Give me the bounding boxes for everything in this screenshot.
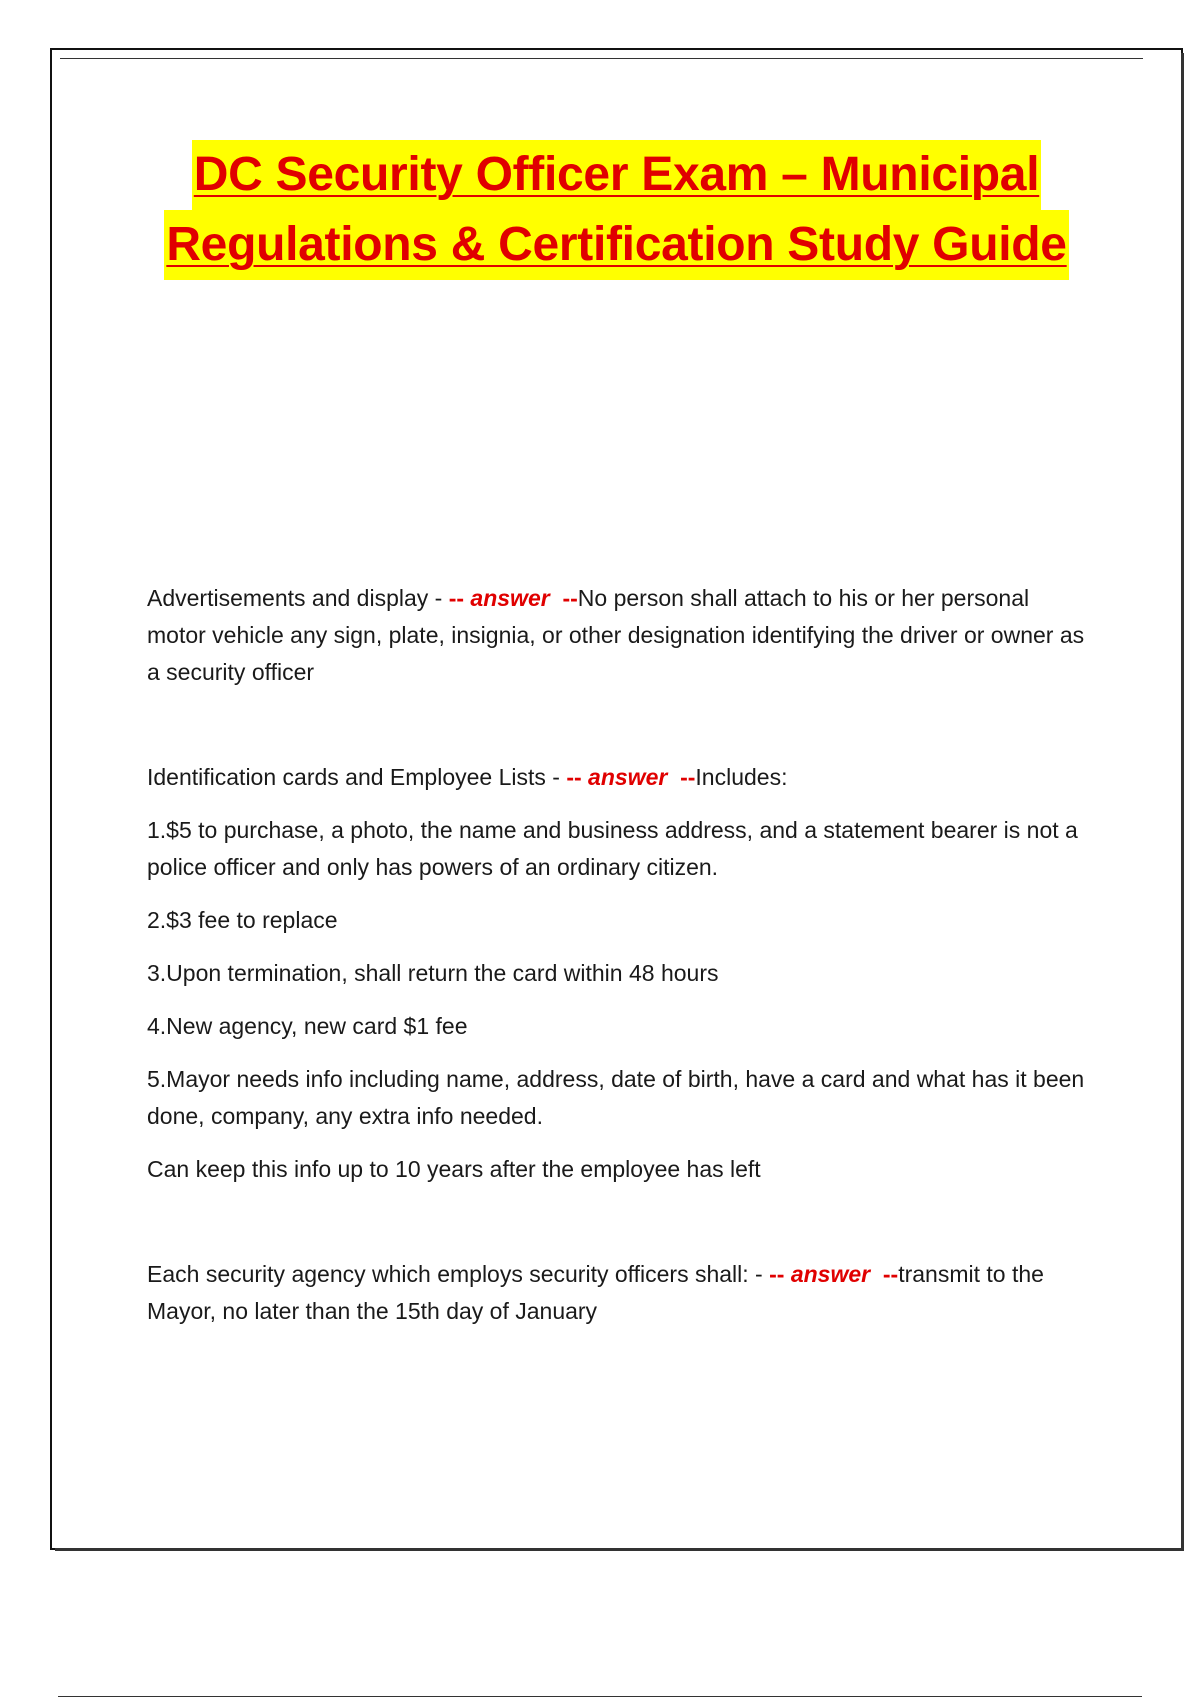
question-text: Each security agency which employs security officers shall: - [147, 1261, 763, 1287]
detail-item-1: 1.$5 to purchase, a photo, the name and business address, and a statement bearer is not a police officer and only has powers of an ordinary citizen. [147, 817, 1078, 880]
answer-text: Includes: [695, 764, 788, 790]
title-line-2: Regulations & Certification Study Guide [164, 210, 1068, 280]
qa-item-identification-cards [147, 759, 1091, 1188]
answer-marker: -- answer -- [566, 764, 696, 790]
bottom-rule [58, 1696, 1142, 1697]
answer-marker: -- answer -- [769, 1261, 899, 1287]
answer-marker: -- answer -- [448, 585, 578, 611]
detail-item-2: 2.$3 fee to replace [147, 907, 338, 933]
question-text: Identification cards and Employee Lists - [147, 764, 560, 790]
qa-item-advertisements [147, 580, 1091, 691]
answer-text: transmit to the Mayor, no later than the 15th day of January [147, 1261, 1044, 1324]
detail-item-4: 4.New agency, new card $1 fee [147, 1013, 468, 1039]
qa-paragraph [147, 759, 1091, 796]
qa-paragraph [147, 1256, 1091, 1330]
qa-paragraph [147, 580, 1091, 691]
qa-item-security-agency [147, 1256, 1091, 1330]
title-line-1: DC Security Officer Exam – Municipal [192, 140, 1041, 210]
top-rule [60, 58, 1143, 59]
detail-item-5: 5.Mayor needs info including name, address, date of birth, have a card and what has it been done, company, any extra info needed. [147, 1066, 1085, 1129]
page-frame [50, 48, 1183, 1550]
answer-text: No person shall attach to his or her personal motor vehicle any sign, plate, insignia, or other designation identifying the driver or owner as a security officer [147, 585, 1085, 685]
question-text: Advertisements and display - [147, 585, 443, 611]
detail-note: Can keep this info up to 10 years after the employee has left [147, 1156, 761, 1182]
detail-item-3: 3.Upon termination, shall return the card within 48 hours [147, 960, 719, 986]
study-content [147, 580, 1091, 1398]
document-title [52, 140, 1181, 280]
